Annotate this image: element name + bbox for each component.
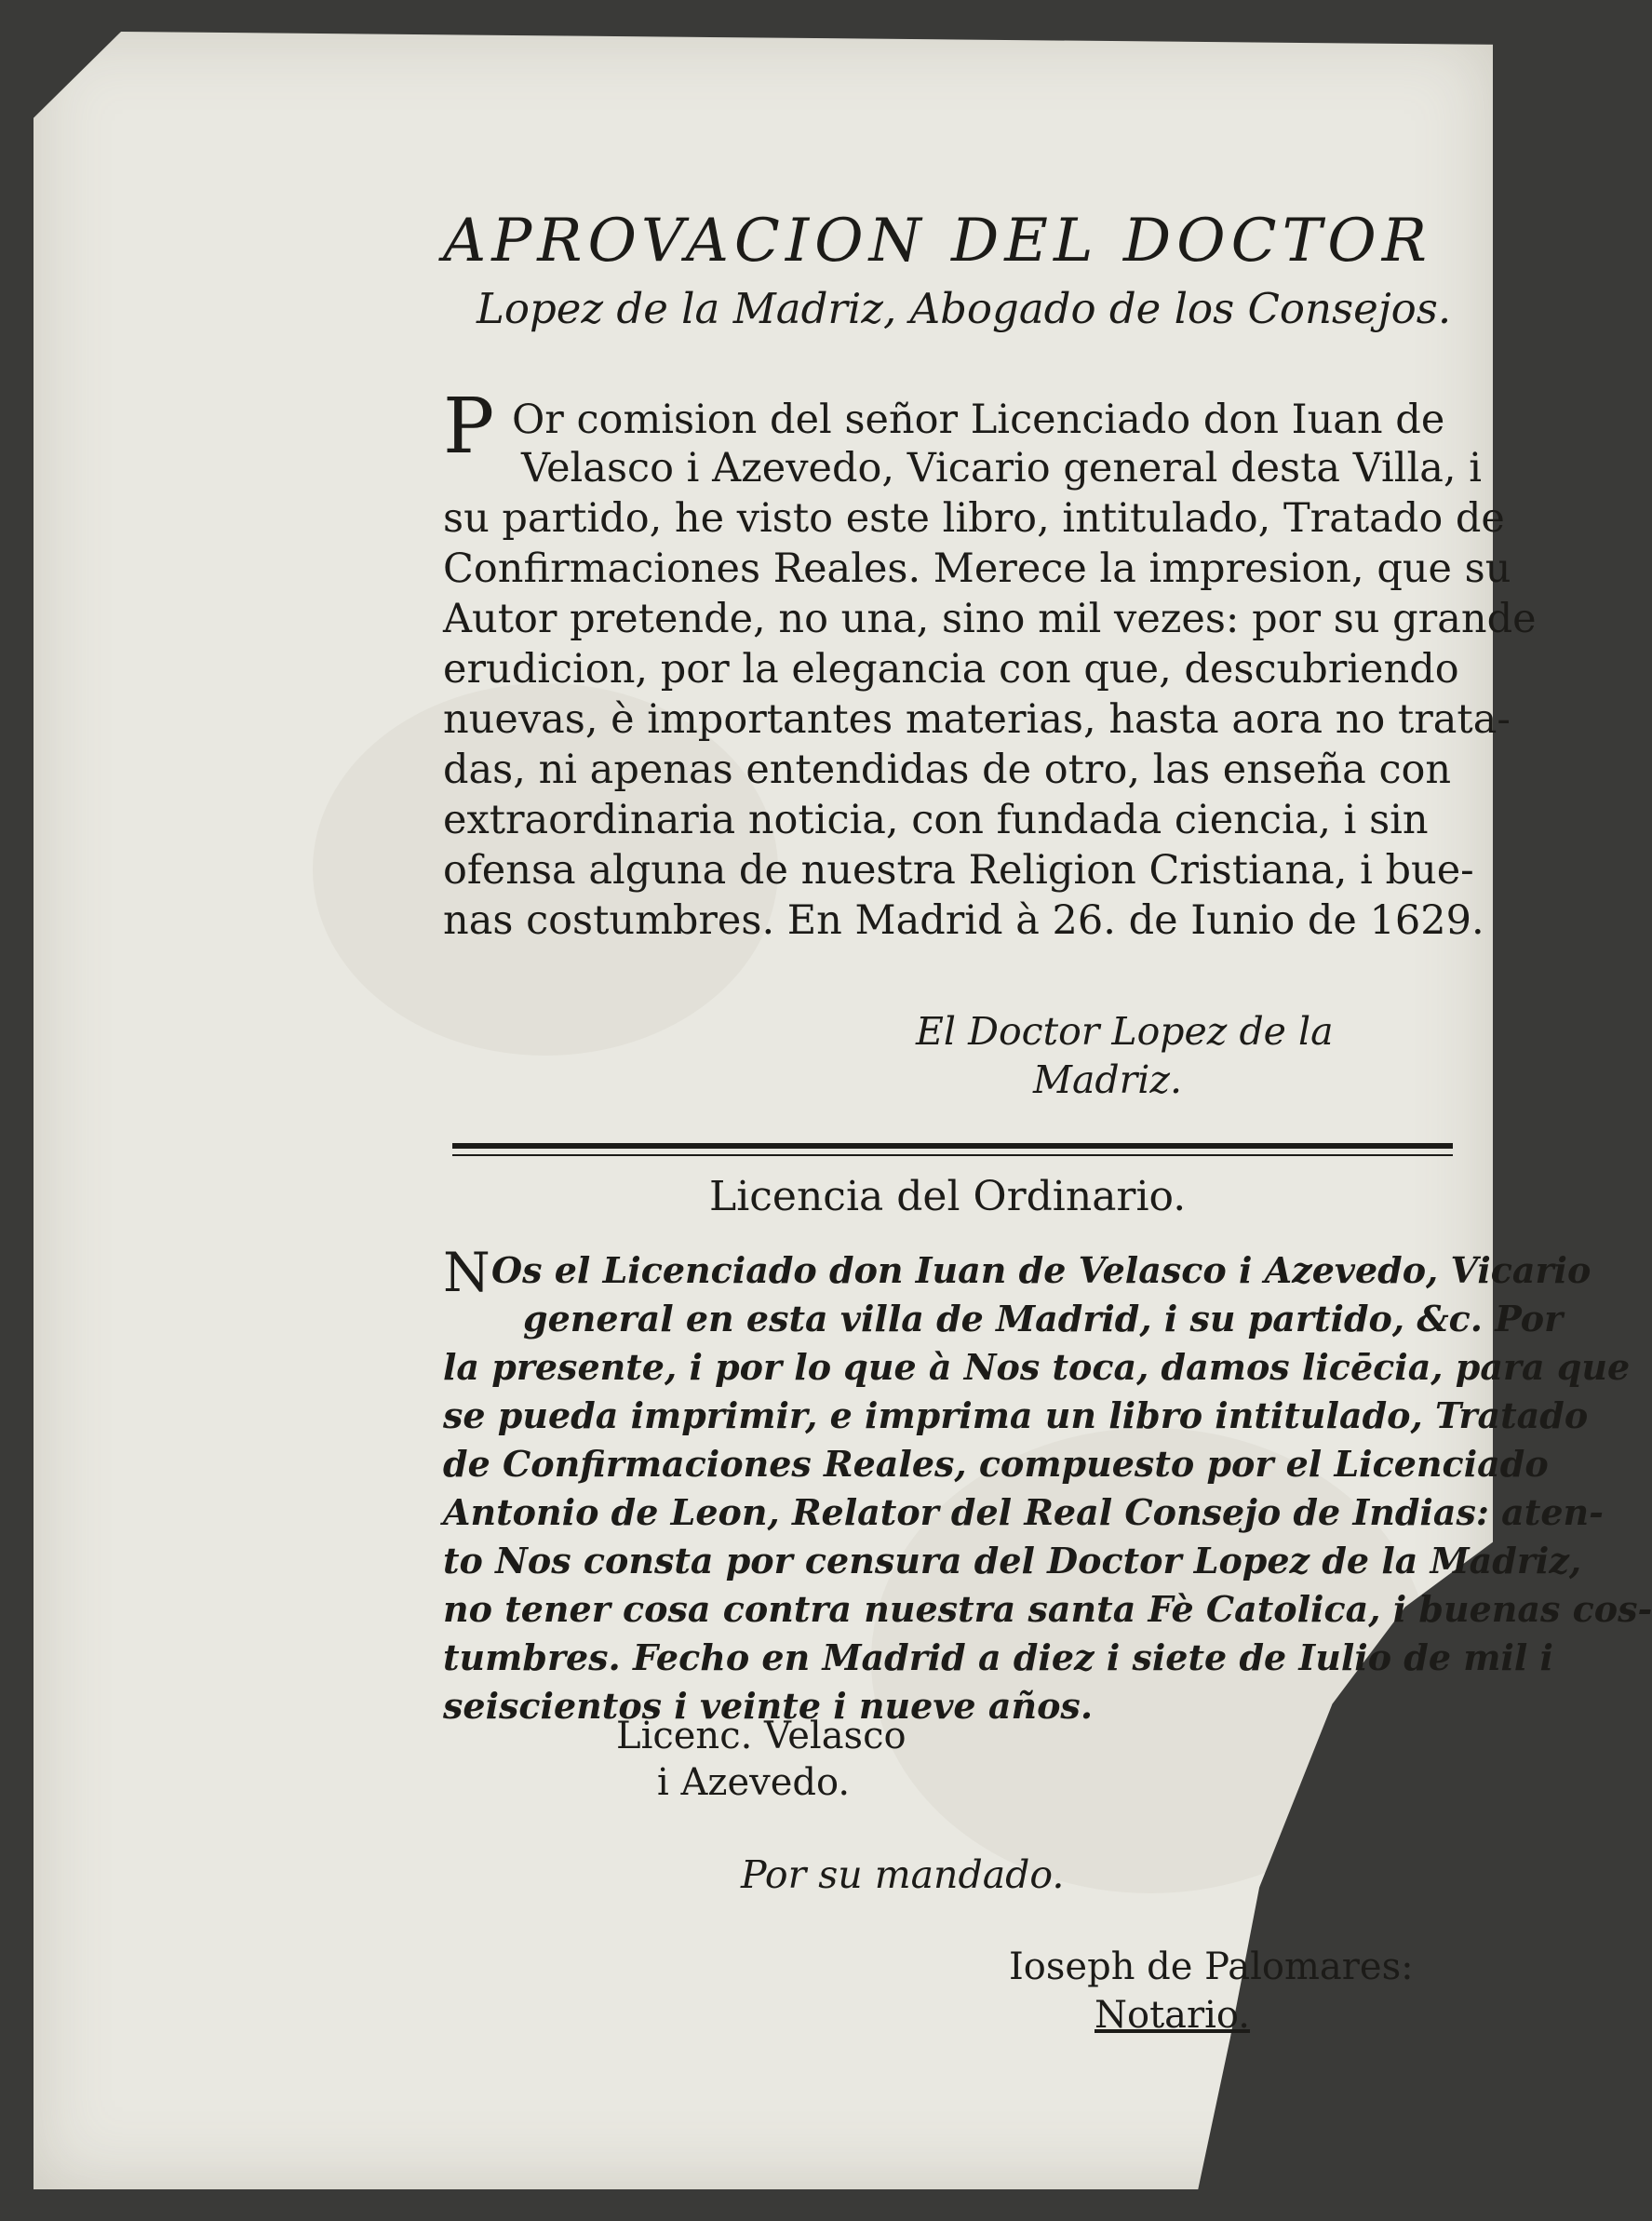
approval-line: Or comision del señor Licenciado don Iuan de	[512, 397, 1445, 443]
license-title: Licencia del Ordinario.	[709, 1173, 1187, 1220]
license-line: Os el Licenciado don Iuan de Velasco i Azevedo, Vicario	[491, 1249, 1592, 1291]
license-line: general en esta villa de Madrid, i su partido, &c. Por	[523, 1298, 1564, 1339]
approval-line: das, ni apenas entendidas de otro, las enseña con	[443, 747, 1452, 793]
by-order-note: Por su mandado.	[741, 1852, 1065, 1897]
approval-line: su partido, he visto este libro, intitulado, Tratado de	[443, 495, 1505, 542]
license-initial: N	[443, 1241, 490, 1304]
notary-title: Notario.	[1095, 1994, 1251, 2037]
approval-signature: El Doctor Lopez de la	[916, 1009, 1334, 1054]
section-divider	[452, 1143, 1453, 1149]
license-line: de Confirmaciones Reales, compuesto por el Licenciado	[443, 1443, 1549, 1485]
section-divider-thin	[452, 1154, 1453, 1156]
approval-line: Confirmaciones Reales. Merece la impresion, que su	[443, 545, 1511, 592]
drop-cap: P	[443, 383, 495, 471]
license-line: seiscientos i veinte i nueve años.	[443, 1685, 1094, 1727]
approval-line: nas costumbres. En Madrid à 26. de Iunio de 1629.	[443, 897, 1484, 944]
approval-subheading: Lopez de la Madriz, Abogado de los Consejos.	[477, 284, 1452, 333]
approval-line: Autor pretende, no una, sino mil vezes: por su grande	[443, 596, 1537, 642]
approval-line: nuevas, è importantes materias, hasta aora no trata-	[443, 696, 1511, 743]
approval-heading: APROVACION DEL DOCTOR	[443, 207, 1432, 276]
license-signer: Licenc. Velasco	[616, 1715, 907, 1757]
license-line: se pueda imprimir, e imprima un libro intitulado, Tratado	[443, 1394, 1589, 1436]
license-signer-surname: i Azevedo.	[657, 1761, 851, 1804]
license-line: no tener cosa contra nuestra santa Fè Catolica, i buenas cos-	[443, 1588, 1652, 1630]
approval-line: erudicion, por la elegancia con que, descubriendo	[443, 646, 1459, 693]
approval-signature-surname: Madriz.	[1033, 1057, 1183, 1102]
approval-line: Velasco i Azevedo, Vicario general desta Villa, i	[521, 445, 1482, 491]
license-line: to Nos consta por censura del Doctor Lopez de la Madriz,	[443, 1540, 1582, 1582]
license-line: tumbres. Fecho en Madrid a diez i siete de Iulio de mil i	[443, 1636, 1553, 1678]
approval-line: extraordinaria noticia, con fundada ciencia, i sin	[443, 797, 1429, 843]
notary-name: Ioseph de Palomares:	[1009, 1945, 1414, 1988]
license-line: Antonio de Leon, Relator del Real Consejo de Indias: aten-	[443, 1491, 1604, 1533]
license-line: la presente, i por lo que à Nos toca, damos licēcia, para que	[443, 1346, 1631, 1388]
approval-line: ofensa alguna de nuestra Religion Cristiana, i bue-	[443, 847, 1474, 894]
